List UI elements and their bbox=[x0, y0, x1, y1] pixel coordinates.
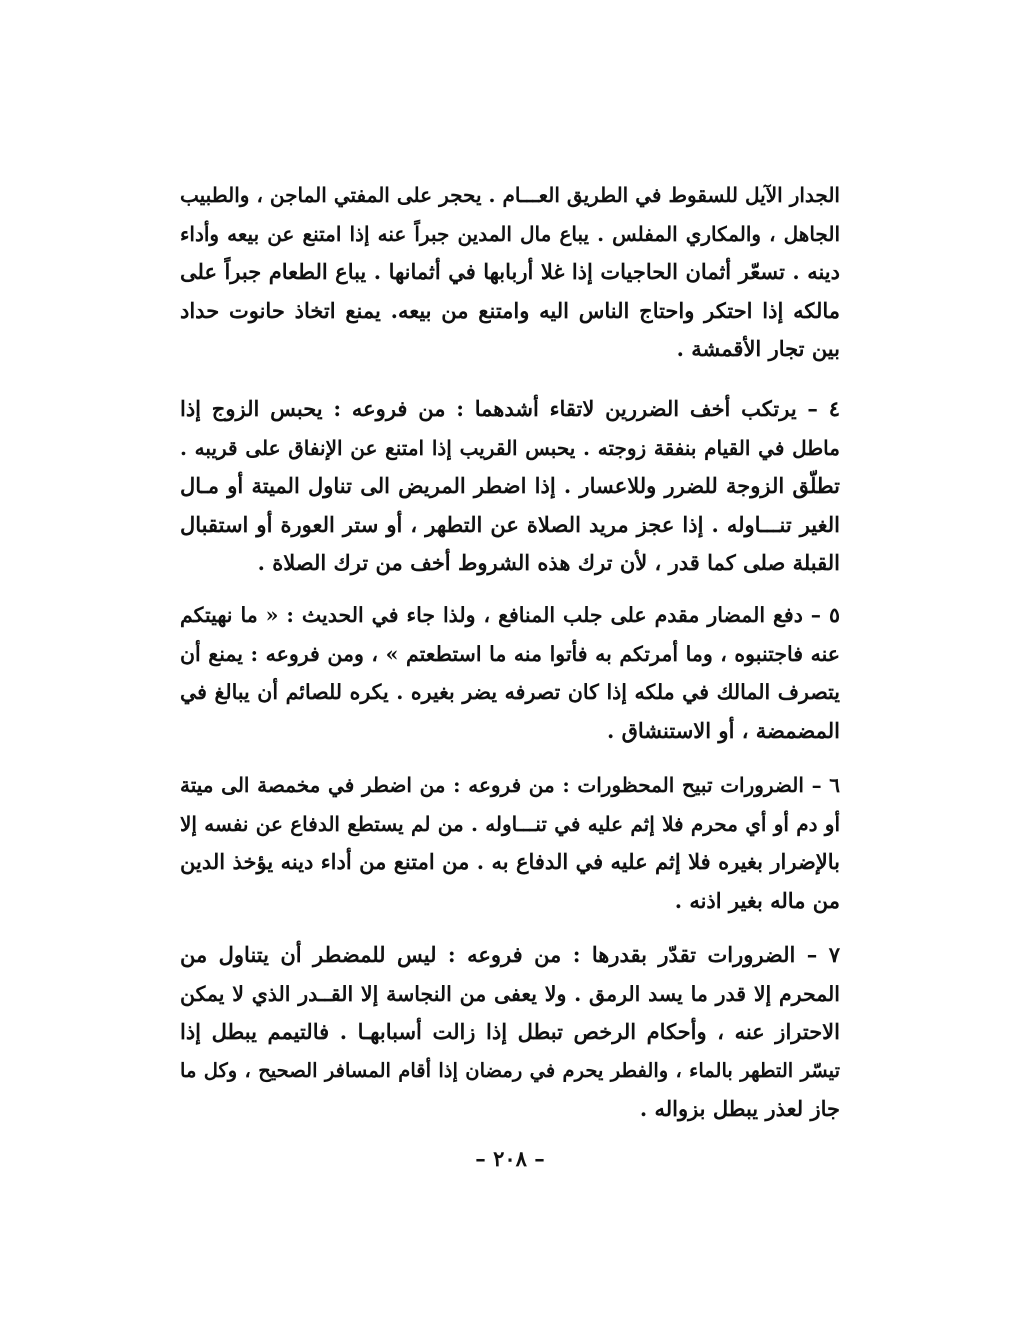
paragraph-line: جاز لعذر يبطل بزواله . bbox=[639, 1096, 840, 1121]
paragraph-line: ٧ – الضرورات تقدّر بقدرها : من فروعه : ليس للمضطر أن يتناول من bbox=[180, 942, 840, 967]
paragraph-line: المحرم إلا قدر ما يسد الرمق . ولا يعفى من النجاسة إلا القــدر الذي لا يمكن bbox=[180, 981, 840, 1006]
paragraph-line: الغير تنـــاوله . إذا عجز مريد الصلاة عن التطهر ، أو ستر العورة أو استقبال bbox=[180, 511, 840, 537]
paragraph-line: بالإضرار بغيره فلا إثم عليه في الدفاع به . من امتنع من أداء دينه يؤخذ الدين bbox=[180, 849, 840, 874]
paragraph-line: بين تجار الأقمشة . bbox=[676, 336, 840, 361]
paragraph-4 bbox=[180, 766, 840, 920]
paragraph-line: أو دم أو أي محرم فلا إثم عليه في تنـــاوله . من لم يستطع الدفاع عن نفسه إلا bbox=[180, 811, 840, 836]
paragraph-line: الجاهل ، والمكاري المفلس . يباع مال المدين جبراً عنه إذا امتنع عن بيعه وأداء bbox=[180, 221, 840, 246]
paragraph-line: ٤ – يرتكب أخف الضررين لاتقاء أشدهما : من فروعه : يحبس الزوج إذا bbox=[180, 396, 840, 421]
paragraph-line: تيسّر التطهر بالماء ، والفطر يحرم في رمضان إذا أقام المسافر الصحيح ، وكل ما bbox=[180, 1058, 840, 1082]
paragraph-3 bbox=[180, 596, 840, 750]
paragraph-line: ٥ – دفع المضار مقدم على جلب المنافع ، ولذا جاء في الحديث : « ما نهيتكم bbox=[180, 603, 840, 627]
paragraph-line: تطلّق الزوجة للضرر وللاعسار . إذا اضطر المريض الى تناول الميتة أو مـال bbox=[180, 473, 840, 498]
paragraph-line: القبلة صلى كما قدر ، لأن ترك هذه الشروط أخف من ترك الصلاة . bbox=[257, 550, 840, 575]
page-number: – ٢٠٨ – bbox=[475, 1146, 545, 1171]
paragraph-5 bbox=[180, 936, 840, 1129]
paragraph-line: ماطل في القيام بنفقة زوجته . يحبس القريب إذا امتنع عن الإنفاق على قريبه . bbox=[180, 435, 840, 460]
paragraph-line: الجدار الآيل للسقوط في الطريق العـــام . يحجر على المفتي الماجن ، والطبيب bbox=[180, 183, 840, 207]
paragraph-1 bbox=[180, 176, 840, 369]
paragraph-line: ٦ – الضرورات تبيح المحظورات : من فروعه : من اضطر في مخمصة الى ميتة bbox=[180, 773, 840, 797]
paragraph-line: يتصرف المالك في ملكه إذا كان تصرفه يضر بغيره . يكره للصائم أن يبالغ في bbox=[180, 680, 840, 704]
paragraph-line: دينه . تسعّر أثمان الحاجيات إذا غلا أربابها في أثمانها . يباع الطعام جبراً على bbox=[180, 259, 840, 284]
paragraph-line: مالكه إذا احتكر واحتاج الناس اليه وامتنع من بيعه. يمنع اتخاذ حانوت حداد bbox=[180, 297, 840, 323]
paragraph-line: المضمضة ، أو الاستنشاق . bbox=[606, 717, 840, 743]
paragraph-2 bbox=[180, 390, 840, 583]
paragraph-line: الاحتراز عنه ، وأحكام الرخص تبطل إذا زالت أسبابهـا . فالتيمم يبطل إذا bbox=[180, 1019, 840, 1044]
paragraph-line: عنه فاجتنبوه ، وما أمرتكم به فأتوا منه ما استطعتم » ، ومن فروعه : يمنع أن bbox=[180, 641, 840, 666]
paragraph-line: من ماله بغير اذنه . bbox=[674, 887, 840, 913]
